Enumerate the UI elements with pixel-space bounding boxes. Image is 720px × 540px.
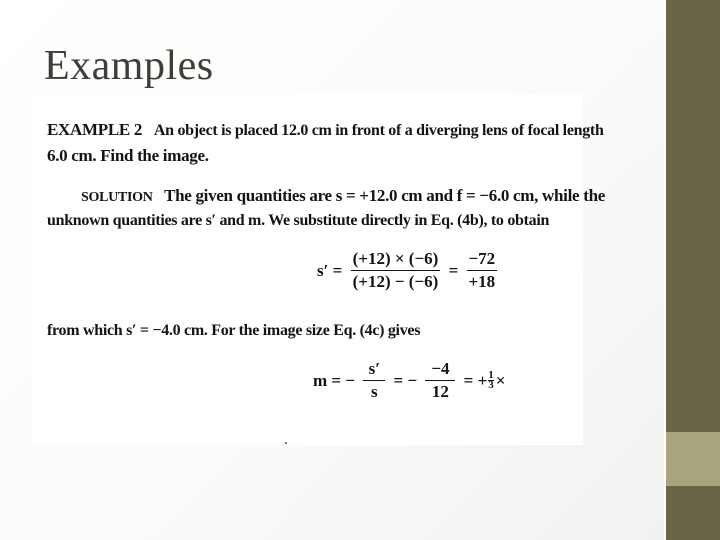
eq2-frac2-numerator: −4 <box>425 358 455 381</box>
eq2-one-third <box>488 371 494 390</box>
eq2-lhs: m = − <box>313 370 356 390</box>
eq2-rhs-prefix: = + <box>463 370 488 390</box>
equation-magnification <box>309 358 509 403</box>
eq2-frac2-denominator: 12 <box>431 382 449 401</box>
eq1-frac2-numerator: −72 <box>467 248 498 271</box>
eq2-rhs-suffix: × <box>495 370 506 390</box>
scan-speck <box>285 442 287 444</box>
problem-line-1 <box>47 120 604 140</box>
eq1-frac2-denominator: +18 <box>468 272 496 291</box>
sidebar-block-top <box>666 0 720 432</box>
example-heading: EXAMPLE 2 <box>47 120 143 139</box>
eq1-frac1-numerator: (+12) × (−6) <box>351 248 441 271</box>
eq2-fraction-1 <box>363 358 385 403</box>
eq2-fraction-2 <box>425 358 455 403</box>
eq1-frac1-denominator: (+12) − (−6) <box>352 272 439 291</box>
solution-label: SOLUTION <box>81 190 153 205</box>
problem-text-1: An object is placed 12.0 cm in front of a diverging lens of focal length <box>153 122 604 139</box>
eq1-equals: = <box>448 260 459 280</box>
equation-s-prime <box>313 248 497 293</box>
eq2-rhs-numerator: 1 <box>488 369 494 381</box>
solution-text-1: The given quantities are s = +12.0 cm and f = −6.0 cm, while the <box>164 186 605 205</box>
eq1-lhs: s′ = <box>317 260 343 280</box>
eq2-frac1-numerator: s′ <box>363 358 385 381</box>
solution-line-2: unknown quantities are s′ and m. We substitute directly in Eq. (4b), to obtain <box>47 212 550 229</box>
eq2-rhs-denominator: 3 <box>488 379 494 391</box>
slide-title: Examples <box>44 43 214 89</box>
sidebar-block-bottom <box>666 486 720 540</box>
problem-line-2: 6.0 cm. Find the image. <box>47 146 209 165</box>
eq2-middle: = − <box>393 370 418 390</box>
eq2-frac1-denominator: s <box>370 382 378 401</box>
eq1-fraction-1 <box>351 248 441 293</box>
sidebar-block-middle <box>666 432 720 486</box>
solution-line-1 <box>81 186 605 206</box>
from-which-line: from which s′ = −4.0 cm. For the image size Eq. (4c) gives <box>47 322 421 339</box>
scanned-example-image <box>33 94 605 445</box>
eq1-fraction-2 <box>467 248 498 293</box>
